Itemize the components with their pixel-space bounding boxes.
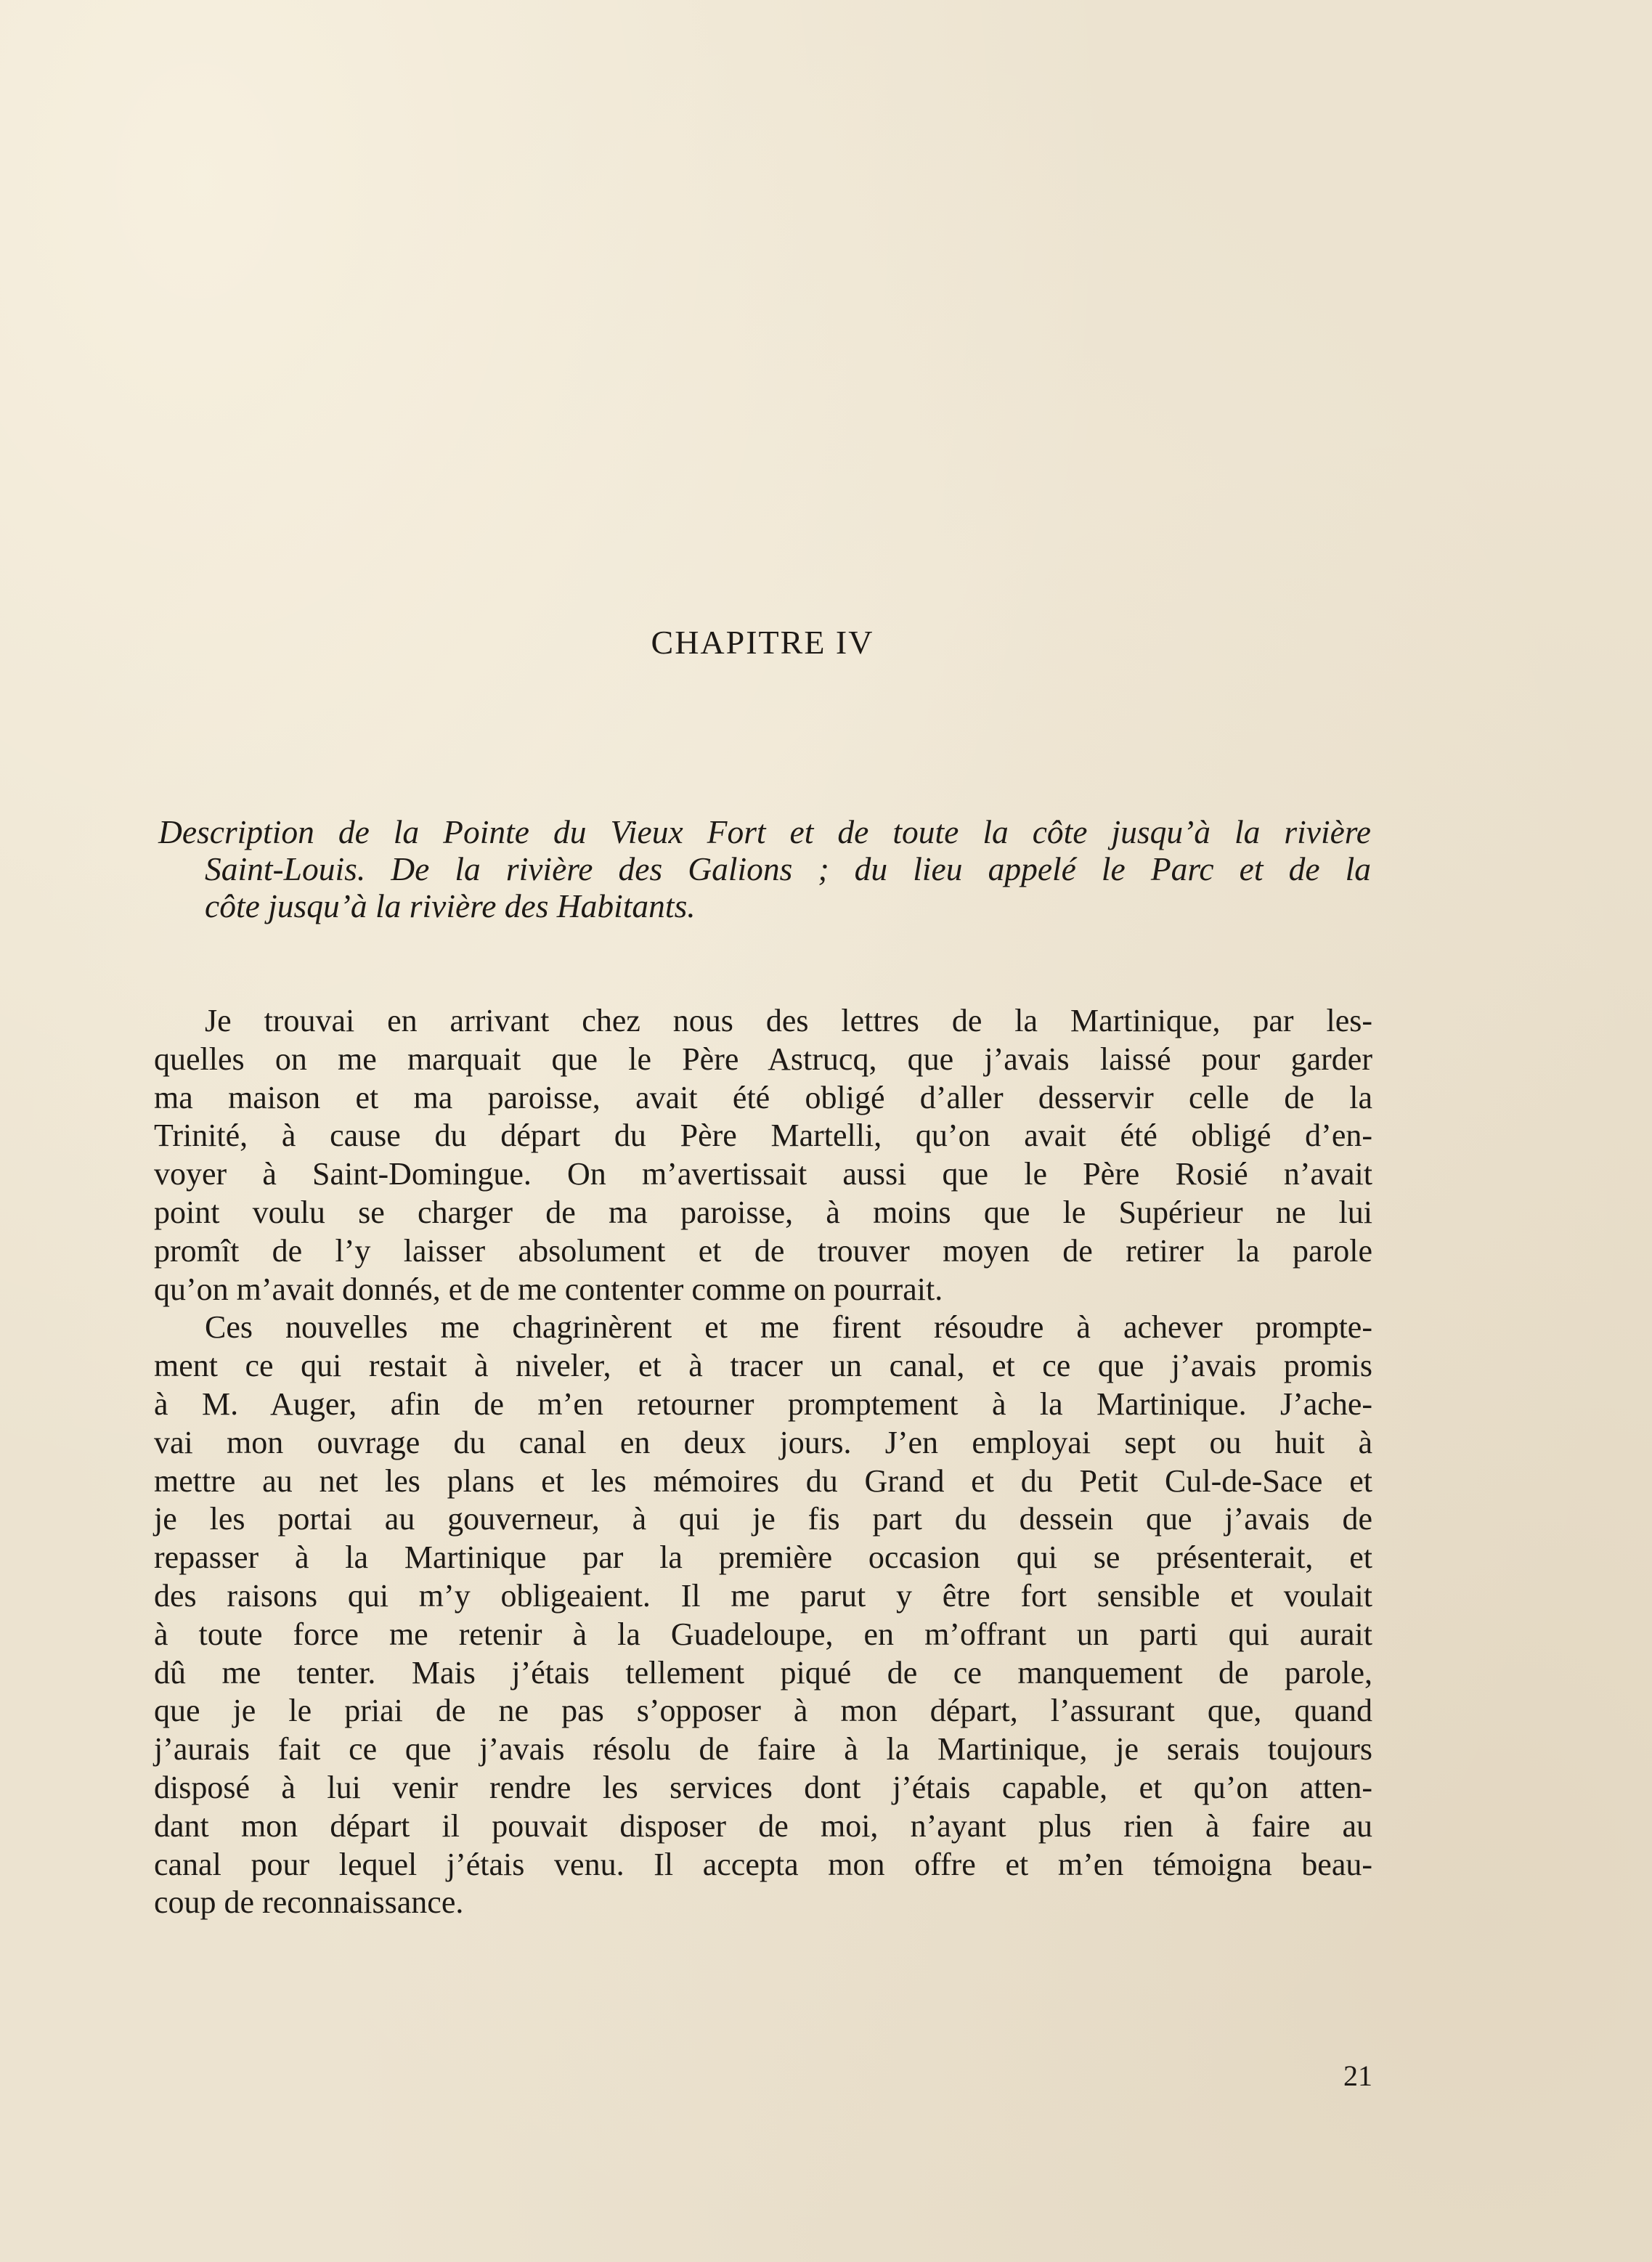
- summary-line: Saint-Louis. De la rivière des Galions ; du lieu appelé le Parc et de la: [205, 850, 1371, 887]
- chapter-summary: [158, 813, 1371, 924]
- paragraph-2-line: vai mon ouvrage du canal en deux jours. J’en employai sept ou huit à: [154, 1424, 1372, 1460]
- paragraph-1-line: ma maison et ma paroisse, avait été obligé d’aller desservir celle de la: [154, 1079, 1372, 1115]
- paragraph-2-line: dû me tenter. Mais j’étais tellement piqué de ce manquement de parole,: [154, 1654, 1372, 1691]
- paragraph-1-line: promît de l’y laisser absolument et de trouver moyen de retirer la parole: [154, 1232, 1372, 1269]
- paragraph-2-line: mettre au net les plans et les mémoires du Grand et du Petit Cul-de-Sace et: [154, 1462, 1372, 1499]
- body-text: [154, 1002, 1372, 1922]
- chapter-title: CHAPITRE IV: [651, 624, 874, 661]
- paragraph-1-line: Trinité, à cause du départ du Père Martelli, qu’on avait été obligé d’en-: [154, 1118, 1372, 1154]
- summary-line: côte jusqu’à la rivière des Habitants.: [205, 887, 696, 924]
- summary-line: Description de la Pointe du Vieux Fort et de toute la côte jusqu’à la rivière: [158, 813, 1371, 850]
- paragraph-2-line: à toute force me retenir à la Guadeloupe, en m’offrant un parti qui aurait: [154, 1616, 1372, 1652]
- paragraph-2-line: que je le priai de ne pas s’opposer à mon départ, l’assurant que, quand: [154, 1693, 1372, 1729]
- paragraph-2-line: ment ce qui restait à niveler, et à tracer un canal, et ce que j’avais promis: [154, 1348, 1372, 1384]
- paragraph-2-line: je les portai au gouverneur, à qui je fis part du dessein que j’avais de: [154, 1501, 1372, 1537]
- paragraph-1-line: point voulu se charger de ma paroisse, à moins que le Supérieur ne lui: [154, 1194, 1372, 1230]
- paragraph-1-line: voyer à Saint-Domingue. On m’avertissait aussi que le Père Rosié n’avait: [154, 1156, 1372, 1192]
- paragraph-2-line: des raisons qui m’y obligeaient. Il me parut y être fort sensible et voulait: [154, 1577, 1372, 1614]
- paragraph-2-line: dant mon départ il pouvait disposer de moi, n’ayant plus rien à faire au: [154, 1807, 1372, 1844]
- page-number: 21: [1343, 2059, 1372, 2092]
- paragraph-2-line: repasser à la Martinique par la première occasion qui se présenterait, et: [154, 1539, 1372, 1576]
- paragraph-2-line: j’aurais fait ce que j’avais résolu de faire à la Martinique, je serais toujours: [154, 1731, 1372, 1767]
- paragraph-2-line: Ces nouvelles me chagrinèrent et me firent résoudre à achever prompte-: [205, 1309, 1372, 1346]
- paragraph-2-line: coup de reconnaissance.: [154, 1884, 464, 1921]
- paragraph-1-line: quelles on me marquait que le Père Astrucq, que j’avais laissé pour garder: [154, 1041, 1372, 1077]
- paragraph-1-line: qu’on m’avait donnés, et de me contenter comme on pourrait.: [154, 1271, 943, 1307]
- paragraph-2-line: disposé à lui venir rendre les services dont j’étais capable, et qu’on atten-: [154, 1769, 1372, 1805]
- paragraph-1-line: Je trouvai en arrivant chez nous des lettres de la Martinique, par les-: [205, 1003, 1372, 1038]
- paragraph-2-line: à M. Auger, afin de m’en retourner promptement à la Martinique. J’ache-: [154, 1386, 1372, 1422]
- paragraph-2-line: canal pour lequel j’étais venu. Il accepta mon offre et m’en témoigna beau-: [154, 1846, 1372, 1882]
